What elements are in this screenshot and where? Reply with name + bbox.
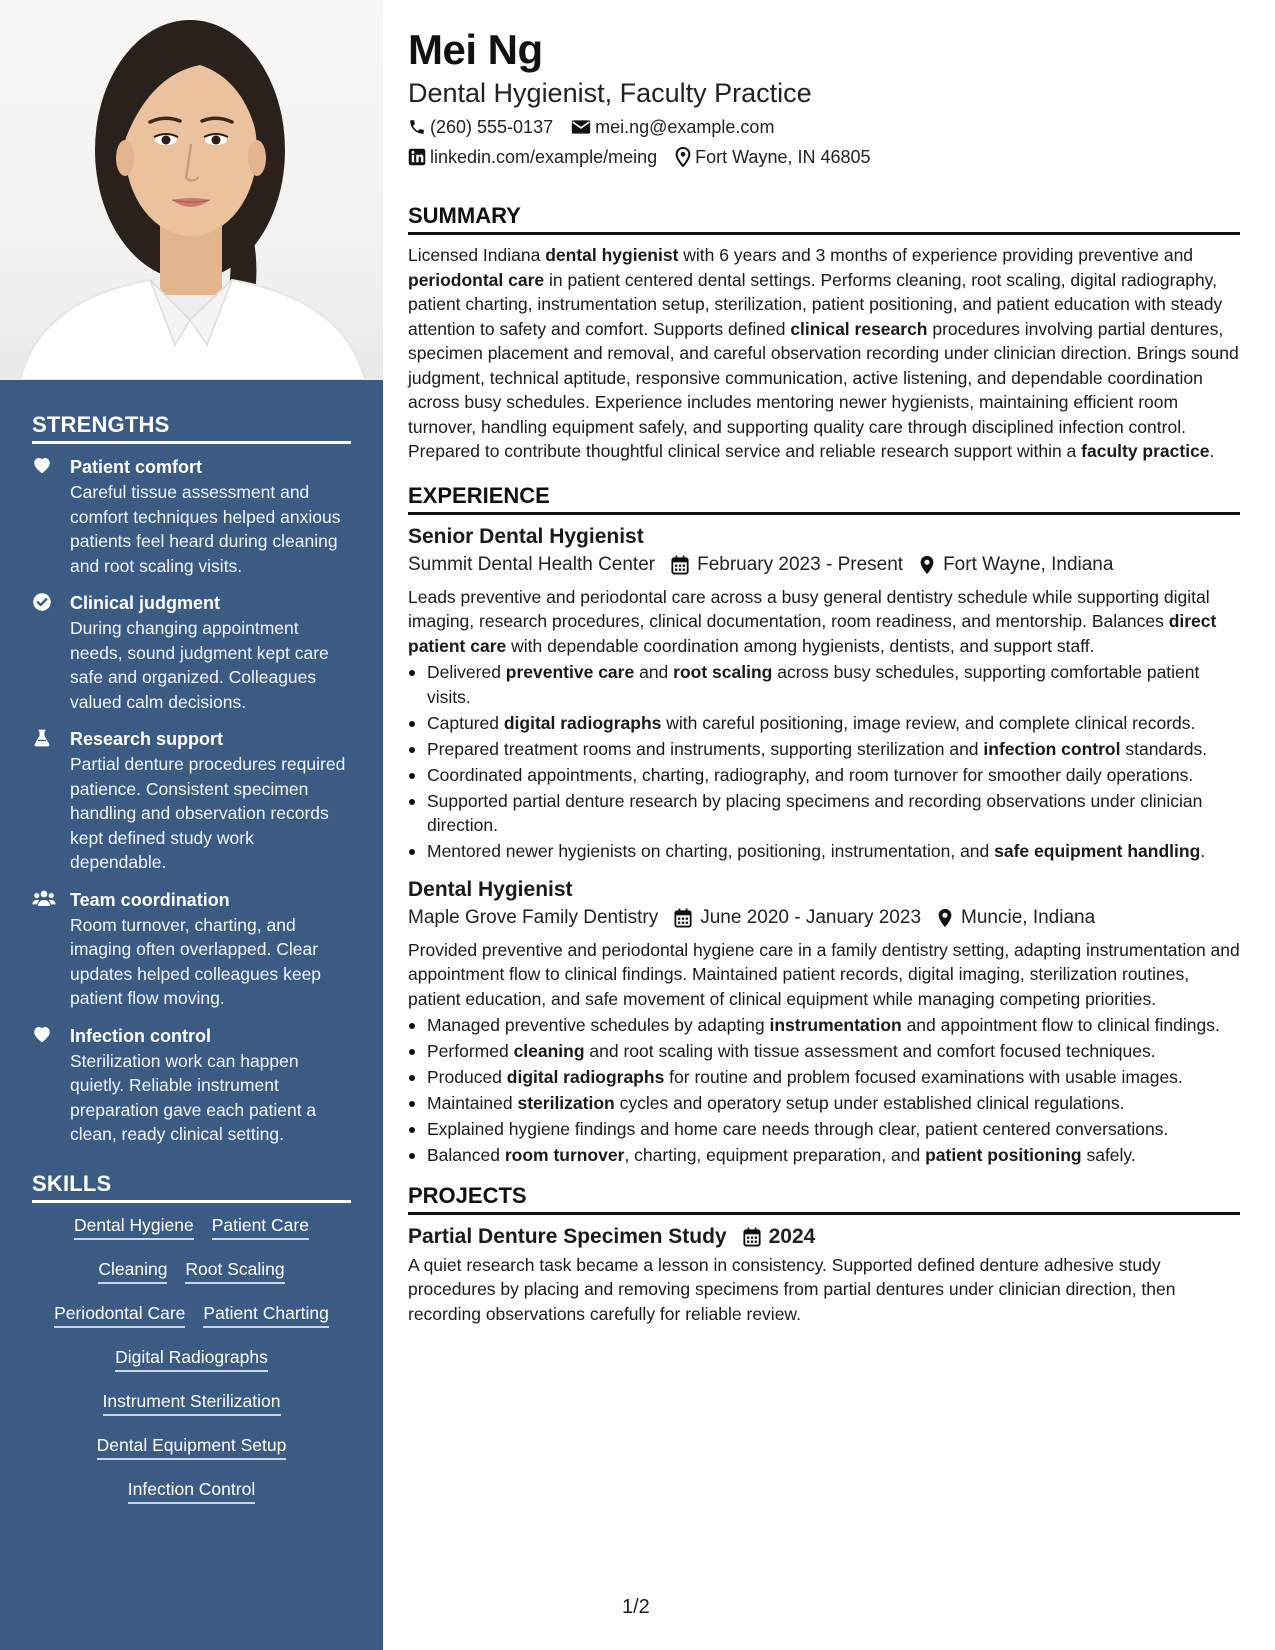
text-segment: and appointment flow to clinical findings. bbox=[901, 1015, 1220, 1035]
text-segment: Prepared treatment rooms and instruments, supporting sterilization and bbox=[427, 738, 984, 759]
project-title: Partial Denture Specimen Study bbox=[408, 1224, 727, 1248]
skill-row bbox=[32, 1477, 351, 1504]
bullet-item bbox=[408, 1013, 1240, 1038]
skill-tag: Digital Radiographs bbox=[115, 1345, 268, 1372]
job-meta bbox=[408, 551, 1240, 579]
job-company bbox=[408, 551, 655, 579]
email-text: mei.ng@example.com bbox=[595, 117, 775, 137]
skill-row bbox=[32, 1345, 351, 1372]
bullet-item bbox=[408, 1117, 1240, 1142]
text-segment: and root scaling with tissue assessment and comfort focused techniques. bbox=[584, 1041, 1156, 1061]
bullet-item bbox=[408, 839, 1240, 864]
phone-contact[interactable] bbox=[408, 114, 553, 140]
phone-text: (260) 555-0137 bbox=[430, 117, 554, 137]
map-pin-icon bbox=[919, 555, 935, 575]
text-segment: Mentored newer hygienists on charting, positioning, instrumentation, and bbox=[427, 841, 995, 861]
bold-text: cleaning bbox=[513, 1041, 585, 1061]
main-content bbox=[408, 26, 1240, 1326]
project-entry bbox=[408, 1223, 1240, 1327]
sidebar bbox=[0, 0, 383, 1650]
candidate-name: Mei Ng bbox=[408, 26, 543, 73]
strength-body bbox=[70, 1023, 351, 1147]
job-bullets bbox=[408, 660, 1240, 864]
text-segment: Captured bbox=[427, 712, 504, 733]
strength-title: Team coordination bbox=[70, 889, 230, 910]
text-segment: safely. bbox=[1081, 1145, 1136, 1165]
check-circle-icon bbox=[32, 590, 70, 714]
linkedin-text: linkedin.com/example/meing bbox=[430, 147, 658, 167]
calendar-icon bbox=[674, 908, 692, 928]
job-dates bbox=[671, 551, 903, 579]
phone-icon bbox=[408, 118, 426, 136]
strengths-heading: STRENGTHS bbox=[32, 412, 351, 444]
skill-tag: Dental Equipment Setup bbox=[97, 1433, 287, 1460]
skill-row bbox=[32, 1301, 351, 1328]
text-segment: Maintained bbox=[427, 1093, 518, 1113]
skills-heading: SKILLS bbox=[32, 1171, 351, 1203]
skill-row bbox=[32, 1257, 351, 1284]
text-segment: across busy schedules, supporting comfortable patient visits. bbox=[427, 662, 1200, 707]
summary-section bbox=[408, 202, 1240, 464]
bold-text: clinical research bbox=[790, 318, 928, 339]
job-meta bbox=[408, 904, 1240, 932]
bullet-item bbox=[408, 789, 1240, 838]
text-segment: and bbox=[634, 662, 674, 682]
bullet-item bbox=[408, 711, 1240, 736]
page-number: 1/2 bbox=[622, 1596, 650, 1618]
strength-body bbox=[70, 590, 351, 714]
calendar-icon bbox=[743, 1227, 761, 1247]
map-pin-icon bbox=[937, 908, 953, 928]
text-segment: Licensed Indiana bbox=[408, 245, 546, 265]
text-segment: Provided preventive and periodontal hygiene care in a family dentistry setting, adapting instrumentation and appointment flow to clinical findings. Maintained patient records, digital imaging, sterilization routines, patient education, and safe movement of clinical equipment while managing competing priorities. bbox=[408, 939, 1240, 1009]
text-segment: with careful positioning, image review, and complete clinical records. bbox=[661, 712, 1196, 733]
job-role: Senior Dental Hygienist bbox=[408, 524, 644, 548]
skill-row bbox=[32, 1433, 351, 1460]
project-title-wrap bbox=[408, 1223, 727, 1251]
flask-icon bbox=[32, 726, 70, 875]
text-segment: , charting, equipment preparation, and bbox=[624, 1145, 926, 1165]
summary-text bbox=[408, 243, 1240, 464]
portrait-illustration bbox=[0, 0, 383, 380]
company-text: Maple Grove Family Dentistry bbox=[408, 906, 659, 928]
job-bullets bbox=[408, 1013, 1240, 1168]
text-segment: Supported partial denture research by placing specimens and recording observations under clinician direction. bbox=[427, 790, 1203, 835]
bold-text: direct patient care bbox=[408, 611, 1217, 656]
text-segment: with 6 years and 3 months of experience providing preventive and bbox=[678, 245, 1194, 265]
calendar-icon bbox=[671, 555, 689, 575]
location-contact bbox=[675, 144, 870, 170]
strength-item bbox=[32, 887, 351, 1011]
bold-text: dental hygienist bbox=[545, 245, 679, 265]
strength-item bbox=[32, 726, 351, 875]
text-segment: procedures involving partial dentures, specimen placement and removal, and careful observation recording under clinician direction. Brings sound judgment, technical aptitude, responsive communication, active listening, and dependable coordination across busy schedules. Experience includes mentoring newer hygienists, maintaining efficient room turnover, handling equipment safely, and supporting quality care through disciplined infection control. Prepared to contribute thoughtful clinical service and reliable research support within a bbox=[408, 318, 1239, 461]
strength-title: Patient comfort bbox=[70, 457, 203, 477]
bold-text: sterilization bbox=[517, 1093, 615, 1113]
skill-row bbox=[32, 1389, 351, 1416]
bullet-item bbox=[408, 737, 1240, 762]
job-entry bbox=[408, 523, 1240, 864]
linkedin-icon bbox=[408, 148, 426, 166]
skill-tag: Dental Hygiene bbox=[74, 1213, 194, 1240]
skill-tag: Cleaning bbox=[98, 1257, 167, 1284]
strength-body bbox=[70, 887, 351, 1011]
text-segment: standards. bbox=[1120, 738, 1208, 759]
bullet-item bbox=[408, 763, 1240, 788]
text-segment: Produced bbox=[427, 1067, 507, 1087]
map-pin-icon bbox=[675, 147, 691, 167]
text-segment: cycles and operatory setup under established clinical regulations. bbox=[614, 1093, 1125, 1113]
envelope-icon bbox=[571, 119, 591, 135]
experience-heading: EXPERIENCE bbox=[408, 482, 1240, 515]
bullet-item bbox=[408, 1143, 1240, 1168]
skill-tag: Root Scaling bbox=[185, 1257, 284, 1284]
bold-text: room turnover bbox=[504, 1145, 625, 1165]
heart-icon bbox=[32, 1023, 70, 1147]
strength-body bbox=[70, 726, 351, 875]
experience-section bbox=[408, 482, 1240, 1168]
dates-text: June 2020 - January 2023 bbox=[700, 906, 922, 928]
project-description: A quiet research task became a lesson in consistency. Supported defined denture adhesive study procedures by placing and removing specimens from partial dentures under clinician direction, then recording observations carefully for reliable review. bbox=[408, 1254, 1176, 1324]
skill-row bbox=[32, 1213, 351, 1240]
bold-text: digital radiographs bbox=[506, 1067, 665, 1087]
strength-description: Sterilization work can happen quietly. Reliable instrument preparation gave each patient a clean, ready clinical setting. bbox=[70, 1050, 317, 1144]
candidate-title: Dental Hygienist, Faculty Practice bbox=[408, 78, 812, 108]
text-segment: . bbox=[1209, 441, 1215, 461]
strength-item bbox=[32, 454, 351, 578]
text-segment: Balanced bbox=[427, 1145, 505, 1165]
project-year-text: 2024 bbox=[768, 1224, 816, 1248]
strength-title: Infection control bbox=[70, 1025, 211, 1046]
job-location bbox=[937, 904, 1095, 932]
location-text: Fort Wayne, IN 46805 bbox=[695, 147, 871, 167]
job-summary bbox=[408, 938, 1240, 1012]
text-segment: Explained hygiene findings and home care needs through clear, patient centered conversations. bbox=[427, 1119, 1169, 1139]
dates-text: February 2023 - Present bbox=[697, 553, 904, 575]
summary-heading: SUMMARY bbox=[408, 202, 1240, 235]
job-role: Dental Hygienist bbox=[408, 877, 573, 901]
text-segment: Leads preventive and periodontal care across a busy general dentistry schedule while supporting digital imaging, research procedures, clinical documentation, room readiness, and mentorship. Balances bbox=[408, 586, 1210, 631]
bold-text: patient positioning bbox=[925, 1145, 1082, 1165]
project-header bbox=[408, 1223, 1240, 1251]
email-contact[interactable] bbox=[571, 114, 774, 140]
jobs-list bbox=[408, 523, 1240, 1168]
projects-list bbox=[408, 1223, 1240, 1327]
contact-row-1 bbox=[408, 114, 1240, 140]
job-location-text: Muncie, Indiana bbox=[961, 906, 1096, 928]
contact-row-2 bbox=[408, 144, 1240, 170]
text-segment: for routine and problem focused examinations with usable images. bbox=[664, 1067, 1183, 1087]
text-segment: with dependable coordination among hygienists, dentists, and support staff. bbox=[506, 635, 1095, 656]
job-location-text: Fort Wayne, Indiana bbox=[943, 553, 1114, 575]
strength-description: Room turnover, charting, and imaging often overlapped. Clear updates helped colleagues keep patient flow moving. bbox=[70, 914, 322, 1008]
bullet-item bbox=[408, 1039, 1240, 1064]
skills-list bbox=[32, 1213, 351, 1521]
bullet-item bbox=[408, 1091, 1240, 1116]
bold-text: periodontal care bbox=[408, 269, 545, 290]
strength-description: Partial denture procedures required patience. Consistent specimen handling and observation records kept defined study work dependable. bbox=[70, 754, 346, 872]
users-icon bbox=[32, 887, 70, 1011]
profile-photo bbox=[0, 0, 383, 380]
bold-text: preventive care bbox=[505, 662, 635, 682]
text-segment: in patient centered dental settings. Performs cleaning, root scaling, digital radiography, patient charting, instrumentation setup, sterilization, patient positioning, and patient education with steady attention to safety and comfort. Supports defined bbox=[408, 269, 1223, 339]
skill-tag: Instrument Sterilization bbox=[103, 1389, 281, 1416]
strength-title: Clinical judgment bbox=[70, 593, 221, 613]
strength-title: Research support bbox=[70, 729, 224, 749]
text-segment: Delivered bbox=[427, 662, 506, 682]
bold-text: safe equipment handling bbox=[994, 841, 1201, 861]
skill-tag: Patient Care bbox=[212, 1213, 309, 1240]
strength-body bbox=[70, 454, 351, 578]
bold-text: root scaling bbox=[673, 662, 773, 682]
projects-heading: PROJECTS bbox=[408, 1182, 1240, 1215]
text-segment: Coordinated appointments, charting, radiography, and room turnover for smoother daily operations. bbox=[427, 764, 1194, 785]
job-dates bbox=[674, 904, 921, 932]
job-location bbox=[919, 551, 1113, 579]
projects-section bbox=[408, 1182, 1240, 1327]
strength-description: Careful tissue assessment and comfort techniques helped anxious patients feel heard during cleaning and root scaling visits. bbox=[70, 482, 341, 576]
linkedin-contact[interactable] bbox=[408, 144, 657, 170]
skill-tag: Infection Control bbox=[128, 1477, 255, 1504]
skill-tag: Periodontal Care bbox=[54, 1301, 185, 1328]
bullet-item bbox=[408, 1065, 1240, 1090]
sidebar-content bbox=[32, 412, 351, 1521]
bold-text: infection control bbox=[983, 738, 1121, 759]
skill-tag: Patient Charting bbox=[203, 1301, 329, 1328]
strength-description: During changing appointment needs, sound judgment kept care safe and organized. Colleagues valued calm decisions. bbox=[70, 618, 329, 712]
bullet-item bbox=[408, 660, 1240, 709]
job-summary bbox=[408, 585, 1240, 659]
job-company bbox=[408, 904, 658, 932]
text-segment: Performed bbox=[427, 1041, 514, 1061]
bold-text: digital radiographs bbox=[503, 712, 662, 733]
project-year bbox=[743, 1223, 816, 1251]
bold-text: faculty practice bbox=[1081, 441, 1210, 461]
strengths-list bbox=[32, 454, 351, 1147]
company-text: Summit Dental Health Center bbox=[408, 553, 656, 575]
job-entry bbox=[408, 876, 1240, 1168]
heart-icon bbox=[32, 454, 70, 578]
text-segment: Managed preventive schedules by adapting bbox=[427, 1015, 770, 1035]
text-segment: . bbox=[1200, 841, 1206, 861]
bold-text: instrumentation bbox=[769, 1015, 902, 1035]
strength-item bbox=[32, 590, 351, 714]
strength-item bbox=[32, 1023, 351, 1147]
